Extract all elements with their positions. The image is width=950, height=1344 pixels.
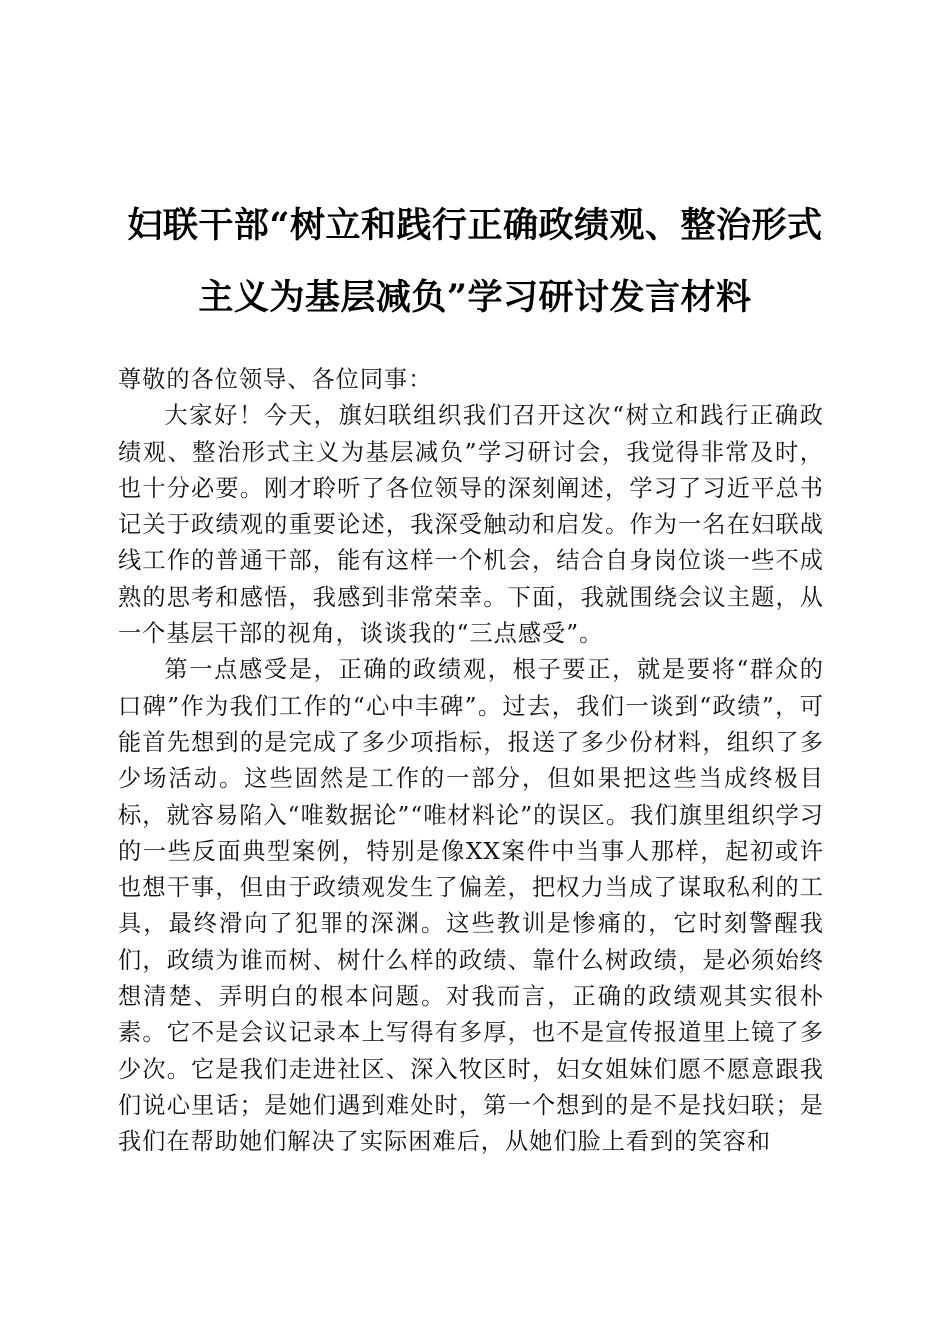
paragraph-first-point: 第一点感受是，正确的政绩观，根子要正，就是要将“群众的口碑”作为我们工作的“心中丰碑”。过去，我们一谈到“政绩”，可能首先想到的是完成了多少项指标，报送了多少份材料，组织了多少场活动。这些固然是工作的一部分，但如果把这些当成终极目标，就容易陷入“唯数据论”“唯材料论”的误区。我们旗里组织学习的一些反面典型案例，特别是像XX案件中当事人那样，起初或许也想干事，但由于政绩观发生了偏差，把权力当成了谋取私利的工具，最终滑向了犯罪的深渊。这些教训是惨痛的，它时刻警醒我们，政绩为谁而树、树什么样的政绩、靠什么树政绩，是必须始终想清楚、弄明白的根本问题。对我而言，正确的政绩观其实很朴素。它不是会议记录本上写得有多厚，也不是宣传报道里上镜了多少次。它是我们走进社区、深入牧区时，妇女姐妹们愿不愿意跟我们说心里话；是她们遇到难处时，第一个想到的是不是找妇联；是我们在帮助她们解决了实际困难后，从她们脸上看到的笑容和 xyxy=(118,656,824,1156)
title-line-2: 主义为基层减负”学习研讨发言材料 xyxy=(198,277,752,318)
title-line-1: 妇联干部“树立和践行正确政绩观、整治形式 xyxy=(127,205,823,246)
paragraph-opening: 大家好！今天，旗妇联组织我们召开这次“树立和践行正确政绩观、整治形式主义为基层减负”学习研讨会，我觉得非常及时，也十分必要。刚才聆听了各位领导的深刻阐述，学习了习近平总书记关于政绩观的重要论述，我深受触动和启发。作为一名在妇联战线工作的普通干部，能有这样一个机会，结合自身岗位谈一些不成熟的思考和感悟，我感到非常荣幸。下面，我就围绕会议主题，从一个基层干部的视角，谈谈我的“三点感受”。 xyxy=(118,402,824,648)
document-body xyxy=(118,362,824,1161)
document-title xyxy=(110,190,840,334)
salutation: 尊敬的各位领导、各位同事： xyxy=(118,366,433,393)
